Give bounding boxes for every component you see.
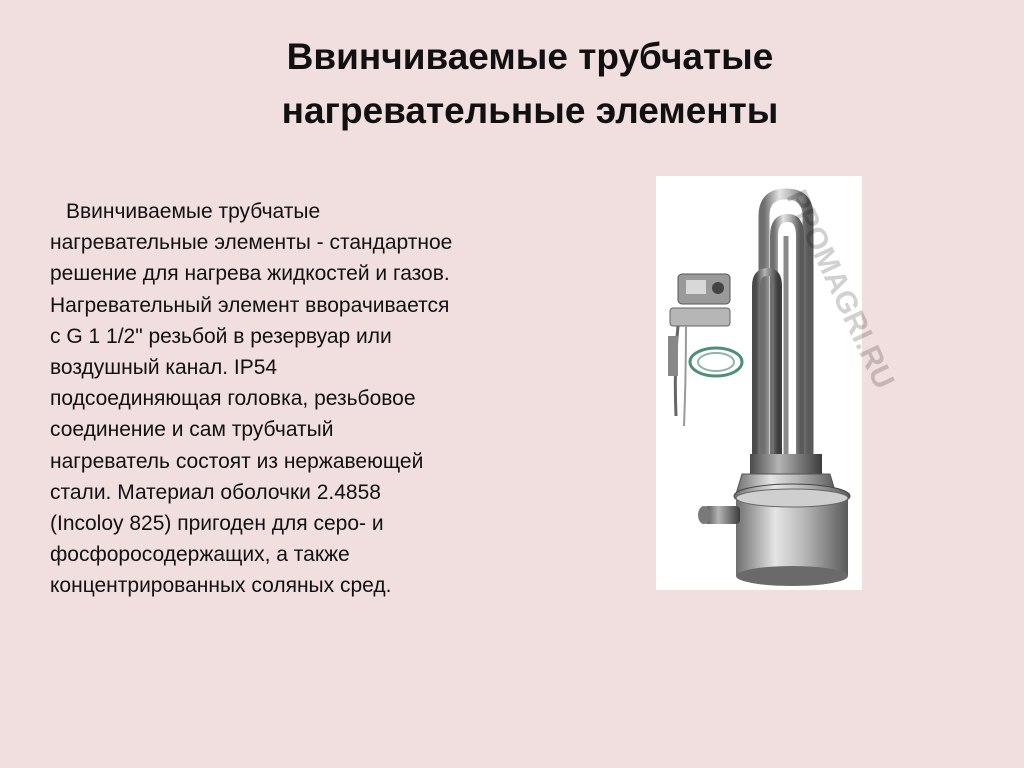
tubular-heater-illustration: [656, 176, 901, 590]
body-line-11: (Incoloy 825) пригоден для серо- и: [50, 512, 384, 536]
tubular-heater-photo: [656, 176, 901, 590]
slide-body-text: [50, 196, 550, 602]
connection-head: [736, 489, 848, 586]
body-line-12: фосфоросодержащих, а также: [50, 543, 350, 567]
slide-title: [150, 30, 910, 138]
body-line-1: Ввинчиваемые трубчатые: [66, 200, 321, 223]
body-line-10: стали. Материал оболочки 2.4858: [50, 480, 381, 504]
body-line-8: соединение и сам трубчатый: [50, 418, 334, 442]
body-line-9: нагреватель состоят из нержавеющей: [50, 449, 424, 473]
body-line-2: нагревательные элементы - стандартное: [50, 231, 453, 255]
slide-title-line-1: Ввинчиваемые трубчатые: [286, 36, 774, 77]
body-line-6: воздушный канал. IP54: [50, 356, 278, 380]
body-line-5: с G 1 1/2" резьбой в резервуар или: [50, 324, 392, 348]
body-line-4: Нагревательный элемент вворачивается: [50, 293, 450, 317]
thermostat-accessories: [668, 274, 742, 426]
slide-title-line-2: нагревательные элементы: [281, 90, 779, 131]
body-line-3: решение для нагрева жидкостей и газов.: [50, 262, 450, 286]
watermark: PPOMAGRI.RU: [779, 185, 901, 394]
body-line-7: подсоединяющая головка, резьбовое: [50, 387, 416, 411]
body-line-13: концентрированных соляных сред.: [50, 574, 392, 598]
cable-gland: [698, 506, 740, 524]
